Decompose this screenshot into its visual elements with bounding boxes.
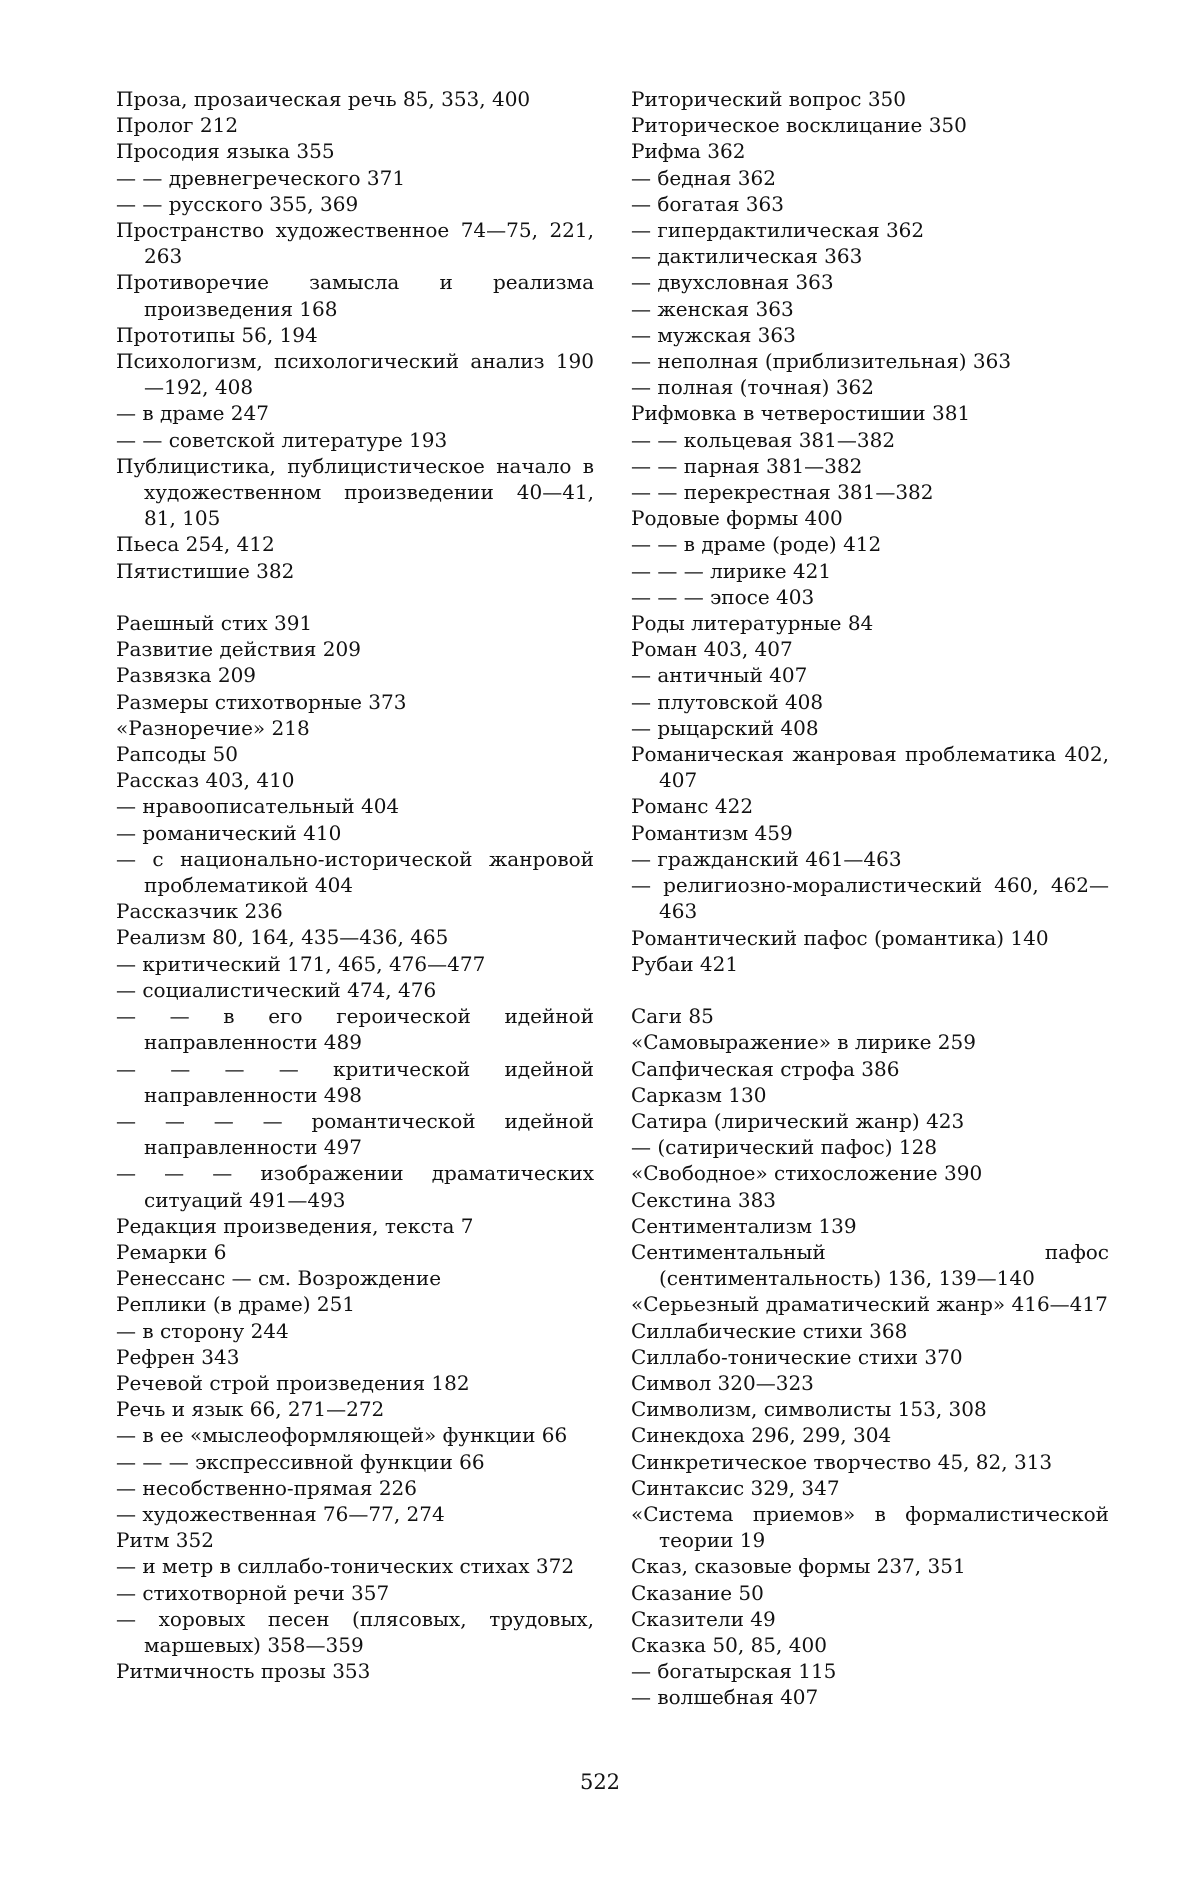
index-entry: Сапфическая строфа 386 [631,1056,900,1081]
index-entry: — плутовской 408 [631,689,824,714]
index-entry: Рапсоды 50 [116,742,238,767]
index-column-right [631,86,1109,1711]
index-entry: — женская 363 [631,296,794,321]
index-entry: Романическая жанровая проблематика 402, 407 [631,742,1109,793]
index-entry: — мужская 363 [631,322,796,347]
index-entry: Сарказм 130 [631,1082,767,1107]
index-entry: Развязка 209 [116,663,257,688]
index-entry: Сказители 49 [631,1606,776,1631]
index-entry: «Самовыражение» в лирике 259 [631,1030,976,1055]
index-entry: Пролог 212 [116,113,239,138]
index-entry: Синекдоха 296, 299, 304 [631,1423,892,1448]
index-entry: Просодия языка 355 [116,139,335,164]
index-entry: Редакция произведения, текста 7 [116,1213,474,1238]
page-number: 522 [579,1770,621,1794]
index-entry: Сатира (лирический жанр) 423 [631,1108,965,1133]
index-entry: — — древнегреческого 371 [116,165,406,190]
index-entry: «Серьезный драматический жанр» 416—417 [631,1292,1108,1317]
index-entry: Рассказ 403, 410 [116,768,295,793]
index-entry: Сказ, сказовые формы 237, 351 [631,1554,966,1579]
index-entry: Речевой строй произведения 182 [116,1370,470,1395]
index-column-left [116,86,594,1684]
index-entry: — — парная 381—382 [631,453,863,478]
index-entry: Прототипы 56, 194 [116,322,318,347]
index-entry: Публицистика, публицистическое начало в художественном произведении 40—41, 81, 105 [116,453,594,531]
index-entry: — социалистический 474, 476 [116,977,437,1002]
index-entry: Риторическое восклицание 350 [631,113,967,138]
index-entry: Сказка 50, 85, 400 [631,1632,827,1657]
index-entry: Синтаксис 329, 347 [631,1475,840,1500]
index-entry: — — в его героической идейной направленности 489 [116,1004,594,1055]
index-entry: Реплики (в драме) 251 [116,1292,356,1317]
index-entry: — в ее «мыслеоформляющей» функции 66 [116,1423,568,1448]
index-entry: Саги 85 [631,1004,714,1029]
index-entry: — гипердактилическая 362 [631,218,925,243]
index-entry: Пятистишие 382 [116,558,295,583]
index-entry: — романический 410 [116,820,342,845]
index-entry: Сказание 50 [631,1580,764,1605]
index-entry: — богатырская 115 [631,1659,837,1684]
index-entry: — — советской литературе 193 [116,427,448,452]
index-entry: Силлабо-тонические стихи 370 [631,1344,963,1369]
index-entry: — (сатирический пафос) 128 [631,1135,938,1160]
index-entry: — богатая 363 [631,191,784,216]
index-entry: Развитие действия 209 [116,637,361,662]
index-entry: — античный 407 [631,663,808,688]
index-entry: Романтический пафос (романтика) 140 [631,925,1049,950]
index-entry: — гражданский 461—463 [631,846,902,871]
index-entry: — в сторону 244 [116,1318,289,1343]
index-entry: Риторический вопрос 350 [631,87,907,111]
index-entry: — волшебная 407 [631,1685,819,1710]
index-entry: Романс 422 [631,794,754,819]
index-entry: — и метр в силлабо-тонических стихах 372 [116,1554,575,1579]
index-entry: Ремарки 6 [116,1239,227,1264]
index-entry: — — — — критической идейной направленности 498 [116,1056,594,1107]
index-entry: Роды литературные 84 [631,611,874,636]
index-entry: — — — лирике 421 [631,558,832,583]
index-entry: Символизм, символисты 153, 308 [631,1397,987,1422]
index-entry: Символ 320—323 [631,1370,814,1395]
index-entry: — — русского 355, 369 [116,191,359,216]
index-entry: Реализм 80, 164, 435—436, 465 [116,925,449,950]
index-entry: — дактилическая 363 [631,244,863,269]
index-entry: Романтизм 459 [631,820,793,845]
index-entry: Пространство художественное 74—75, 221, 263 [116,218,594,269]
index-entry: — — — — романтической идейной направленности 497 [116,1108,594,1160]
index-entry: Речь и язык 66, 271—272 [116,1397,385,1422]
index-entry: — стихотворной речи 357 [116,1580,390,1605]
index-entry: Ритмичность прозы 353 [116,1659,371,1684]
index-entry: Силлабические стихи 368 [631,1318,908,1343]
index-entry: — художественная 76—77, 274 [116,1501,445,1526]
index-entry: Раешный стих 391 [116,611,313,636]
index-entry: — нравоописательный 404 [116,794,400,819]
index-entry: Синкретическое творчество 45, 82, 313 [631,1449,1053,1474]
index-entry: — — в драме (роде) 412 [631,532,882,557]
index-entry: — хоровых песен (плясовых, трудовых, маршевых) 358—359 [116,1606,594,1657]
index-entry: — — — эпосе 403 [631,584,815,609]
index-entry: — религиозно-моралистический 460, 462—463 [631,873,1109,924]
index-entry: «Система приемов» в формалистической теории 19 [631,1501,1109,1553]
index-entry: — — — изображении драматических ситуаций 491—493 [116,1161,594,1212]
index-entry: Сентиментальный пафос (сентиментальность) 136, 139—140 [631,1239,1109,1291]
index-entry: Рубаи 421 [631,951,739,976]
index-entry: — несобственно-прямая 226 [116,1475,418,1500]
index-entry: «Свободное» стихосложение 390 [631,1161,983,1186]
index-entry: — полная (точная) 362 [631,375,874,400]
index-entry: — — кольцевая 381—382 [631,427,896,452]
index-entry: Рассказчик 236 [116,899,283,924]
index-entry: «Разноречие» 218 [116,715,310,740]
index-entry: — двухсловная 363 [631,270,834,295]
index-entry: Рифмовка в четверостишии 381 [631,401,971,426]
index-entry: Пьеса 254, 412 [116,532,275,557]
index-entry: — с национально-исторической жанровой проблематикой 404 [116,846,594,898]
index-entry: Родовые формы 400 [631,506,843,531]
index-entry: — — — экспрессивной функции 66 [116,1449,485,1474]
letter-group-gap [631,977,1109,1003]
letter-group-gap [116,584,594,610]
index-entry: Сентиментализм 139 [631,1213,857,1238]
index-entry: — неполная (приблизительная) 363 [631,349,1012,374]
index-entry: Ритм 352 [116,1528,214,1553]
index-entry: Роман 403, 407 [631,637,793,662]
index-entry: Рифма 362 [631,139,746,164]
index-entry: Ренессанс — см. Возрождение [116,1266,442,1291]
index-entry: Психологизм, психологический анализ 190—192, 408 [116,349,594,400]
index-entry: Рефрен 343 [116,1344,240,1369]
index-entry: — в драме 247 [116,401,269,426]
index-entry: — рыцарский 408 [631,715,819,740]
index-entry: Противоречие замысла и реализма произведения 168 [116,270,594,321]
index-entry: — — перекрестная 381—382 [631,480,934,505]
index-entry: Секстина 383 [631,1187,777,1212]
index-entry: Проза, прозаическая речь 85, 353, 400 [116,87,531,111]
index-entry: — бедная 362 [631,165,776,190]
index-entry: — критический 171, 465, 476—477 [116,951,486,976]
index-entry: Размеры стихотворные 373 [116,689,407,714]
